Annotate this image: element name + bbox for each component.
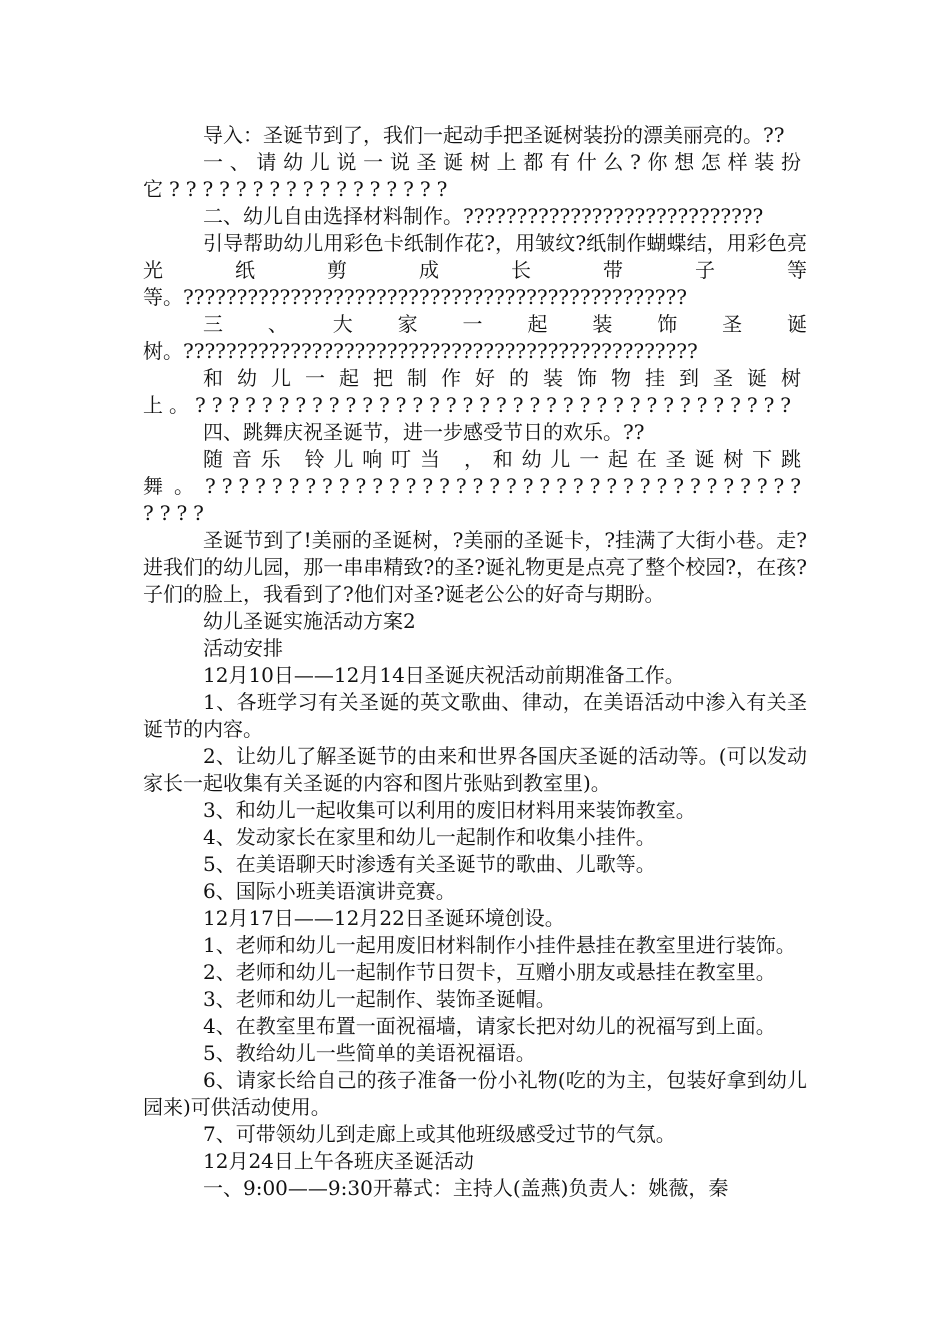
paragraph-item: 2、让幼儿了解圣诞节的由来和世界各国庆圣诞的活动等。(可以发动家长一起收集有关圣诞的内容和图片张贴到教室里)。 [143,744,807,795]
paragraph-item: 1、老师和幼儿一起用废旧材料制作小挂件悬挂在教室里进行装饰。 [203,933,796,957]
paragraph-item: 5、在美语聊天时渗透有关圣诞节的歌曲、儿歌等。 [203,852,656,876]
paragraph-item: 5、教给幼儿一些简单的美语祝福语。 [203,1041,536,1065]
paragraph-period-3: 12月24日上午各班庆圣诞活动 [203,1149,474,1173]
paragraph-item: 4、在教室里布置一面祝福墙，请家长把对幼儿的祝福写到上面。 [203,1014,776,1038]
paragraph-item: 6、请家长给自己的孩子准备一份小礼物(吃的为主，包装好拿到幼儿园来)可供活动使用。 [143,1068,807,1119]
paragraph-item: 3、和幼儿一起收集可以利用的废旧材料用来装饰教室。 [203,798,696,822]
paragraph-item: 7、可带领幼儿到走廊上或其他班级感受过节的气氛。 [203,1122,676,1146]
paragraph-step-3: 三、大家一起装饰圣诞树。???????????????????????????????????????????????? [143,312,807,363]
paragraph-item: 3、老师和幼儿一起制作、装饰圣诞帽。 [203,987,556,1011]
paragraph-item: 6、国际小班美语演讲竞赛。 [203,879,456,903]
paragraph-period-2: 12月17日——12月22日圣诞环境创设。 [203,906,565,930]
paragraph-item: 2、老师和幼儿一起制作节日贺卡，互赠小朋友或悬挂在教室里。 [203,960,776,984]
paragraph-item: 1、各班学习有关圣诞的英文歌曲、律动，在美语活动中渗入有关圣诞节的内容。 [143,690,807,741]
paragraph-guide: 引导帮助幼儿用彩色卡纸制作花?，用皱纹?纸制作蝴蝶结，用彩色亮光纸剪成长带子等等。??????????????????????????????????????????????? [143,231,807,309]
paragraph-step-1: 一、请幼儿说一说圣诞树上都有什么?你想怎样装扮它????????????????? [143,150,807,201]
document-body [143,122,807,1202]
paragraph-item: 4、发动家长在家里和幼儿一起制作和收集小挂件。 [203,825,656,849]
paragraph-step-2: 二、幼儿自由选择材料制作。???????????????????????????? [203,204,764,228]
paragraph-plan-title: 幼儿圣诞实施活动方案2 [203,609,416,633]
paragraph-schedule-heading: 活动安排 [203,636,283,660]
paragraph-opening: 一、9:00——9:30开幕式：主持人(盖燕)负责人：姚薇，秦 [203,1176,729,1200]
paragraph-period-1: 12月10日——12月14日圣诞庆祝活动前期准备工作。 [203,663,685,687]
paragraph-summary: 圣诞节到了!美丽的圣诞树，?美丽的圣诞卡，?挂满了大街小巷。走?进我们的幼儿园，那一串串精致?的圣?诞礼物更是点亮了整个校园?，在孩?子们的脸上，我看到了?他们对圣?诞老公公的好奇与期盼。 [143,528,807,606]
paragraph-intro: 导入：圣诞节到了，我们一起动手把圣诞树装扮的漂美丽亮的。?? [203,123,785,147]
paragraph-dance: 随音乐 铃儿响叮当 ，和幼儿一起在圣诞树下跳舞。???????????????????????????????????????? [143,447,807,525]
paragraph-hang: 和幼儿一起把制作好的装饰物挂到圣诞树上。???????????????????????????????????? [143,366,807,417]
paragraph-step-4: 四、跳舞庆祝圣诞节，进一步感受节日的欢乐。?? [203,420,645,444]
